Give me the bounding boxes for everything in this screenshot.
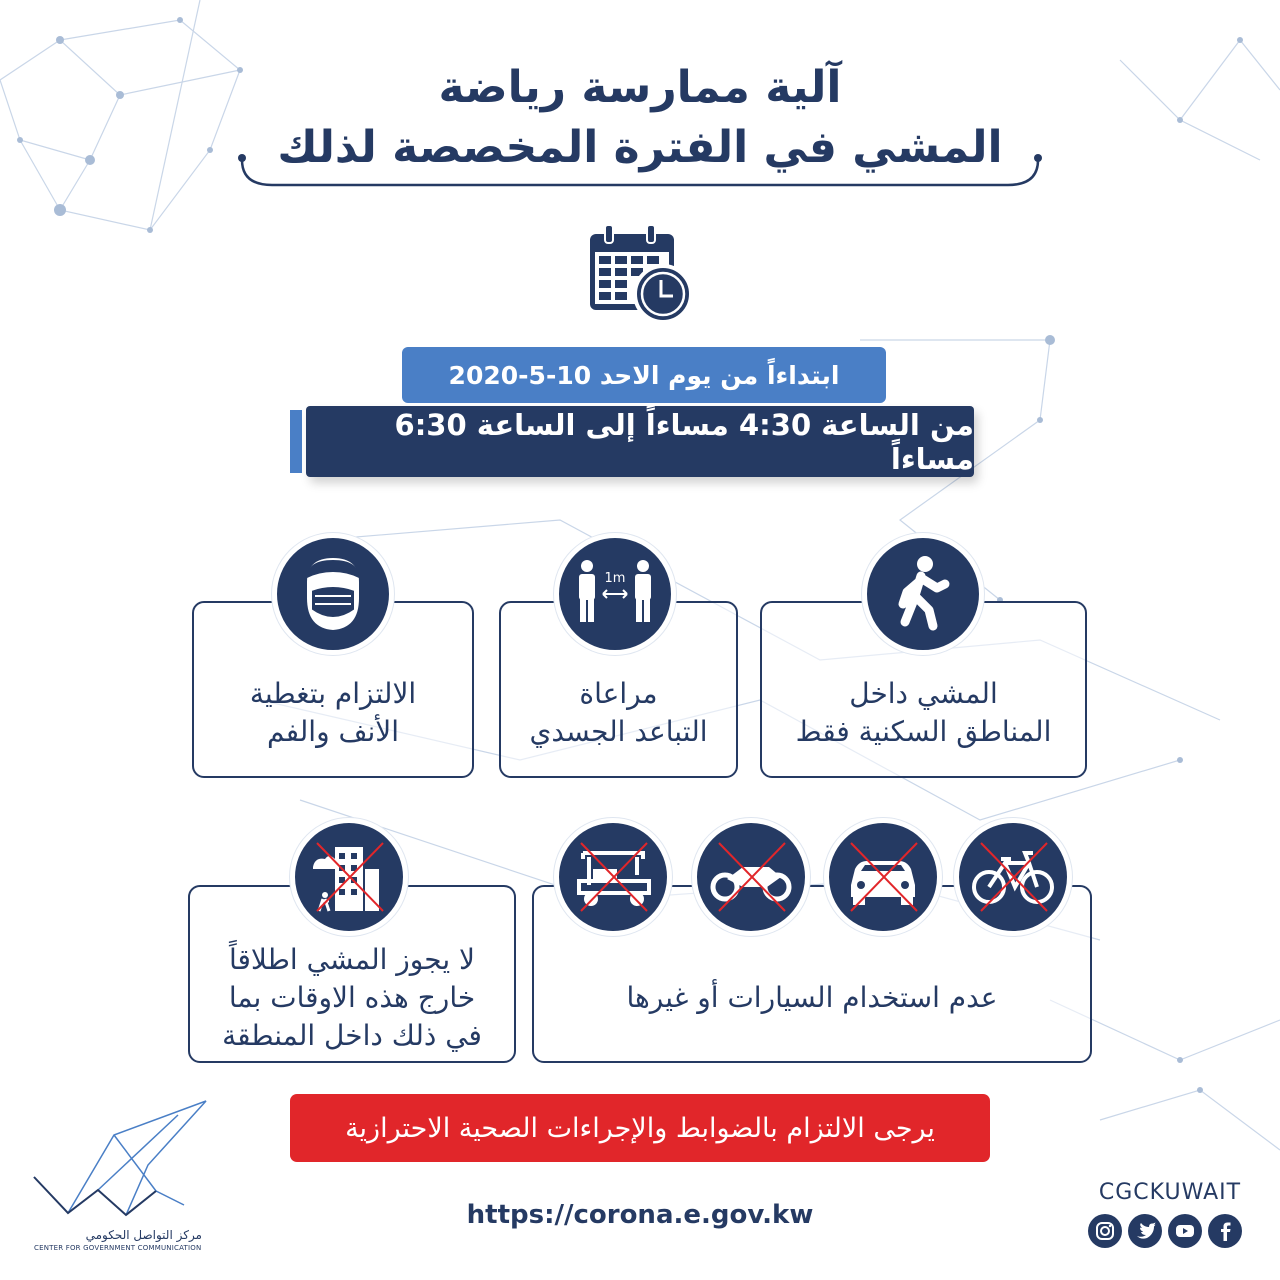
logo-text-english: CENTER FOR GOVERNMENT COMMUNICATION xyxy=(34,1244,202,1252)
calendar-clock-icon xyxy=(585,222,695,332)
cgc-logo-icon xyxy=(28,1095,208,1230)
no-car-icon xyxy=(824,818,942,936)
instagram-icon[interactable] xyxy=(1088,1214,1122,1248)
rule-distancing-line1: مراعاة xyxy=(579,677,658,710)
logo-text-arabic: مركز التواصل الحكومي xyxy=(85,1228,202,1242)
rule-walking-line1: المشي داخل xyxy=(849,677,998,710)
twitter-icon[interactable] xyxy=(1128,1214,1162,1248)
rule-outside-hours-line3: في ذلك داخل المنطقة xyxy=(222,1019,482,1052)
rule-mask-line1: الالتزام بتغطية xyxy=(249,677,417,710)
rule-distancing-line2: التباعد الجسدي xyxy=(529,715,708,748)
rule-walking-line2: المناطق السكنية فقط xyxy=(795,715,1052,748)
page-title-line2: المشي في الفترة المخصصة لذلك xyxy=(277,122,1003,173)
no-bicycle-icon xyxy=(954,818,1072,936)
distance-label: 1m xyxy=(604,571,626,586)
no-golf-cart-icon xyxy=(554,818,672,936)
start-date-banner: ابتداءاً من يوم الاحد 10-5-2020 xyxy=(402,347,886,403)
time-range-banner: من الساعة 4:30 مساءاً إلى الساعة 6:30 مساءاً xyxy=(306,406,974,477)
facebook-icon[interactable] xyxy=(1208,1214,1242,1248)
title-underline xyxy=(232,150,1048,190)
no-motorcycle-icon xyxy=(692,818,810,936)
social-distance-icon xyxy=(554,533,676,655)
social-handle: CGCKUWAIT xyxy=(1098,1180,1242,1205)
rule-outside-hours-line1: لا يجوز المشي اطلاقاً xyxy=(228,943,476,976)
health-notice-banner: يرجى الالتزام بالضوابط والإجراءات الصحية الاحترازية xyxy=(290,1094,990,1162)
rule-outside-hours-line2: خارج هذه الاوقات بما xyxy=(228,981,476,1014)
walking-person-icon xyxy=(862,533,984,655)
time-banner-accent xyxy=(290,410,302,473)
face-mask-icon xyxy=(272,533,394,655)
no-outside-walking-icon xyxy=(290,818,408,936)
youtube-icon[interactable] xyxy=(1168,1214,1202,1248)
page-title-line1: آلية ممارسة رياضة xyxy=(438,62,842,113)
rule-mask-line2: الأنف والفم xyxy=(266,715,400,748)
rule-vehicles-text: عدم استخدام السيارات أو غيرها xyxy=(626,981,998,1014)
website-link[interactable]: https://corona.e.gov.kw xyxy=(466,1200,814,1230)
